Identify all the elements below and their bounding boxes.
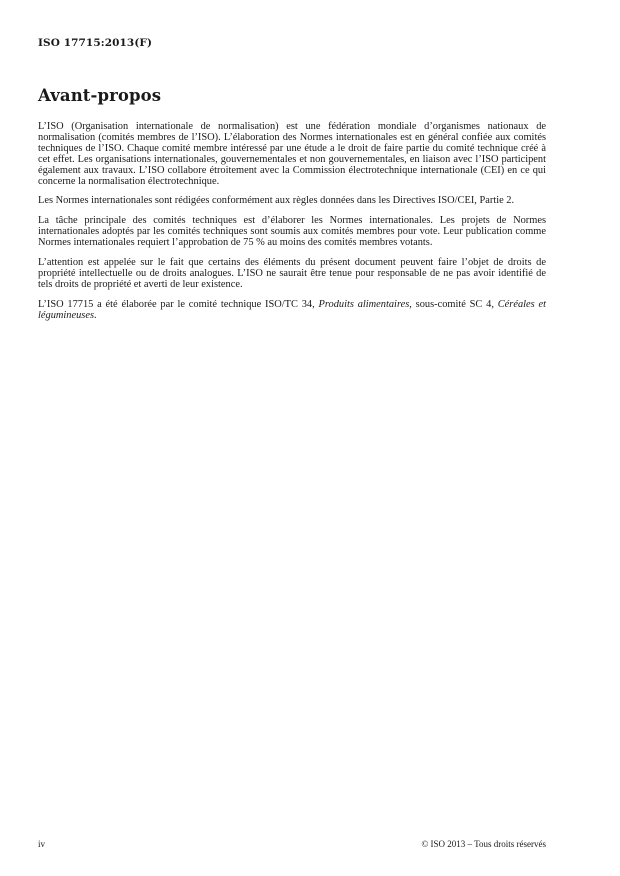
- paragraph-iso-organisation: L’ISO (Organisation internationale de normalisation) est une fédération mondiale d’organismes nationaux de normalisation (comités membres de l’ISO). L’élaboration des Normes internationales est en général confiée aux comités techniques de l’ISO. Chaque comité membre intéressé par une étude a le droit de faire partie du comité technique créé à cet effet. Les organisations internationales, gouvernementales et non gouvernementales, en liaison avec l’ISO participent également aux travaux. L’ISO collabore étroitement avec la Commission électrotechnique internationale (CEI) en ce qui concerne la normalisation électrotechnique.: [38, 121, 546, 187]
- copyright-notice: © ISO 2013 – Tous droits réservés: [421, 839, 546, 849]
- paragraph-technical-committees: La tâche principale des comités techniques est d’élaborer les Normes internationales. Les projets de Normes internationales adoptés par les comités techniques sont soumis aux comités membres pour vote. Leur publication comme Normes internationales requiert l’approbation de 75 % au moins des comités membres votants.: [38, 215, 546, 249]
- paragraph-patent-rights: L’attention est appelée sur le fait que certains des éléments du présent document peuvent faire l’objet de droits de propriété intellectuelle ou de droits analogues. L’ISO ne saurait être tenue pour responsable de ne pas avoir identifié de tels droits de propriété et averti de leur existence.: [38, 257, 546, 290]
- paragraph-preparation: [38, 300, 546, 322]
- paragraph-directives: Les Normes internationales sont rédigées conformément aux règles données dans les Directives ISO/CEI, Partie 2.: [38, 195, 515, 207]
- subcommittee-title: Céréales et légumineuses: [38, 298, 546, 321]
- preparation-text-3: .: [93, 309, 97, 321]
- foreword-body: [38, 122, 546, 331]
- document-reference: ISO 17715:2013(F): [38, 37, 153, 49]
- preparation-text-2: , sous-comité SC 4,: [409, 298, 498, 310]
- section-title: Avant-propos: [38, 86, 162, 105]
- page-number: iv: [38, 839, 46, 849]
- preparation-text-1: L’ISO 17715 a été élaborée par le comité technique ISO/TC 34,: [38, 298, 319, 310]
- committee-title: Produits alimentaires: [318, 298, 410, 310]
